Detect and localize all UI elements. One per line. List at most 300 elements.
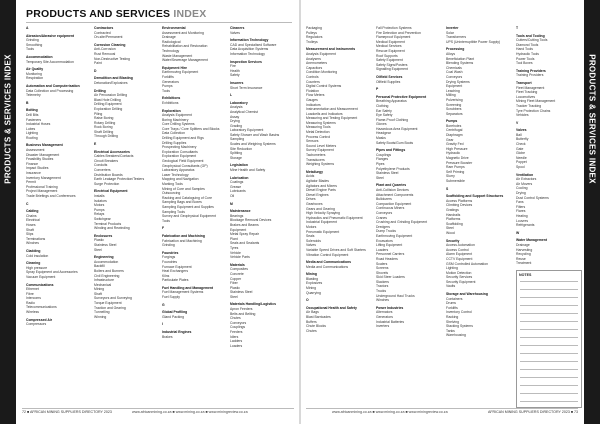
index-entry: Drying [230,119,240,124]
index-entry: Racking and Cataloguing of Core [162,195,212,200]
index-entry: Mining [306,286,316,291]
index-entry: Plastic [230,285,240,290]
index-entry: Accommodation [94,259,119,264]
index-entry: Slackers [376,279,390,284]
index-section [94,43,158,66]
index-entry: Submersible [446,179,465,183]
index-entry: Self Priming [446,169,465,174]
index-entry: Drying Systems [446,79,470,84]
index-column [230,26,294,351]
index-section-heading: Automation and Computerisation [26,83,80,88]
index-entry: Trade Briefings and Conferences [26,194,76,198]
index-entry: Storage [230,155,242,160]
index-entry: Mine Health and Safety [230,168,266,173]
index-entry: Media and Communications [306,264,349,269]
index-entry: Industrial Hoses [26,122,51,127]
index-entry: CAD and Specialised Software [230,42,277,47]
index-section [516,238,582,266]
index-section-heading: E [94,142,97,147]
index-entry: Concrete [230,271,244,276]
index-entry: Hand Tools [516,47,533,52]
page-title [26,8,206,20]
index-entry: Air Bags [306,310,319,315]
index-section-heading: Tools and Tooling [516,33,545,38]
index-entry: Magnetic Drive [446,156,469,161]
index-section-heading: Materials [230,262,245,267]
index-entry: Process Control [306,134,331,139]
index-section [376,306,442,329]
index-section-heading: Oilfield Services [376,74,403,79]
index-section-heading: F [162,226,165,231]
index-entry: Gratings [446,207,459,212]
index-section [26,202,90,207]
index-entry: Hydraulics and Pneumatic Equipment [306,215,363,220]
index-entry: Steel [446,226,454,231]
index-entry: Seals [306,234,315,239]
index-section [162,303,226,308]
index-entry: Inventory Control [446,310,472,315]
index-section [94,69,158,74]
index-section [26,261,90,279]
index-section-heading: Power Industries [376,305,404,310]
index-entry: Packaging [306,26,322,30]
index-entry: Idlers [230,334,239,339]
index-section-heading: Metallurgy [306,169,323,174]
index-entry: Shovels [376,270,389,275]
index-entry: Chains [26,213,37,218]
index-entry: Survey Equipment [306,148,334,153]
notes-box [516,270,582,408]
index-entry: Security Services [446,275,473,280]
index-section [26,55,90,64]
index-entry: Trolleys [306,39,318,44]
left-side-tab-label: PRODUCTS & SERVICES INDEX [3,53,13,184]
notes-line [520,321,578,322]
index-section-heading: Valves [516,128,527,133]
notes-line [520,281,578,282]
index-entry: Cooling [516,186,528,191]
index-entry: Anti-Corrosion [94,47,116,52]
index-entry: Measuring Systems [306,120,336,125]
index-entry: Ram Pumps [446,165,465,170]
index-entry: Terminations [26,236,46,241]
index-section-heading: Inverter [446,26,459,30]
index-entry: Inventory Management [26,175,61,180]
notes-line [520,337,578,338]
index-entry: Furnace Equipment [162,264,192,269]
index-entry: Mining of Core and Samples [162,186,205,191]
index-section [230,176,294,199]
index-section [26,84,90,98]
index-entry: Bearings [230,213,244,218]
left-page-columns [26,26,294,351]
index-entry: Health [230,68,240,73]
index-section [26,108,90,140]
index-entry: Access Automation [446,243,475,248]
index-entry: Scales and Weighing Systems [230,142,276,147]
index-entry: Installs [94,194,105,198]
index-section-heading: Ventilation [516,172,534,177]
index-entry: Milling [446,93,456,98]
index-entry: Safety [230,73,240,78]
notes-label: NOTES [519,272,532,277]
index-entry: Couplings [376,152,392,157]
index-entry: Analysis Equipment [306,51,336,56]
index-entry: Cold insulation [26,253,49,258]
index-entry: On-site/Permanent [94,35,123,40]
index-section [306,298,372,303]
index-entry: Butterfly [516,137,529,142]
index-section [376,183,442,302]
index-entry: Inverters [376,324,390,329]
index-entry: GSM Controlled Automation [446,261,489,266]
index-entry: Traction and Gearing [94,305,126,310]
notes-line [520,297,578,298]
index-entry: Flameproof Equipment [376,35,411,40]
title-rule [26,22,292,23]
index-entry: Anti-Collision Devices [376,188,409,192]
index-entry: Gloves [376,122,387,127]
index-entry: Motors [306,224,317,229]
index-entry: Feasibility Studies [26,157,54,162]
index-entry: Controls [306,74,319,79]
index-section-heading: Drilling [94,88,106,93]
index-entry: Security Equipment [446,279,476,284]
index-entry: Hydraulic [446,151,461,156]
index-section-heading: Global Profiling [162,310,188,315]
index-section [94,234,158,252]
index-entry: Outsourcing [162,191,181,196]
index-entry: Safety Boots/Gum Boots [376,140,414,145]
index-entry: Skid Steer Loaders [376,275,405,280]
index-entry: Anemometers [306,61,328,66]
index-section-heading: Equipment Hire [162,65,188,70]
index-entry: Loaders [230,343,243,348]
index-entry: Survey and Geophysical Equipment [162,214,216,219]
index-entry: Fire Detection and Prevention [376,30,421,35]
index-entry: Conduits [94,163,108,168]
index-entry: Generators [376,315,393,320]
index-section [26,67,90,81]
index-entry: Impact Studies [26,166,49,171]
index-entry: Analysers [306,56,321,61]
index-entry: Data Collection and Processing [26,88,74,93]
notes-line [520,329,578,330]
index-entry: Tanks [446,328,455,333]
index-entry: Dump Trucks [376,229,396,234]
index-entry: Capacitors [306,65,323,70]
index-section-heading: B [26,100,29,105]
index-entry: Road Headers [376,256,398,261]
index-entry: Civil Engineering [94,273,120,278]
index-entry: Pumps [94,207,105,212]
index-entry: Tyre Protection Chains [516,108,551,113]
index-entry: Transformers [446,35,467,40]
index-entry: Apron Feeders [230,307,253,312]
index-entry: Laser Technology [162,172,189,177]
index-entry: Chutes [230,316,241,321]
index-section-heading: V [516,120,519,125]
index-entry: Telemetry [26,93,41,98]
index-entry: Screens [376,266,389,271]
index-section-heading: Business Management [26,143,63,148]
index-entry: Explosives [306,281,323,286]
index-entry: Drill Bits [26,112,39,117]
index-entry: Grease [230,184,242,189]
index-entry: Blending Systems [446,61,474,66]
index-section-heading: Fuel Handling and Management [162,285,214,290]
index-entry: Steel [376,175,384,180]
notes-line [520,361,578,362]
index-entry: Access Control [446,247,469,252]
index-entry: Ethernet [26,287,39,292]
notes-line [520,313,578,314]
index-entry: Fiber [230,281,238,286]
index-section-heading: C [26,201,29,206]
index-entry: Winches [376,298,390,303]
index-entry: Non-Destructive Testing [94,56,130,61]
index-entry: Air Percussion Drilling [94,93,128,98]
page-title-light: INDEX [173,8,207,20]
notes-line [520,385,578,386]
index-entry: Sensors [306,139,319,144]
index-section-heading: Electrical Accessories [94,149,130,154]
index-entry: Scalers [376,261,388,266]
index-entry: Rust Removal [94,51,116,56]
index-entry: Lighting [446,266,458,271]
index-entry: Coatings [230,180,244,185]
index-entry: Racking [446,315,459,320]
index-section [162,251,226,283]
index-entry: Mining Fleet Management [516,99,556,104]
index-entry: Tachometers [306,153,326,158]
index-section [162,330,226,339]
index-section [162,234,226,248]
index-section [376,148,442,180]
index-section [516,26,582,31]
index-column [446,26,512,408]
index-entry: Buffers [306,319,317,324]
index-section-heading: Media and Communications [306,260,352,265]
index-entry: Conveyors [230,320,247,325]
index-entry: Indicators [306,102,321,107]
index-section [446,194,512,235]
index-entry: Sampling [230,137,245,142]
index-entry: Acids [306,174,315,179]
index-entry: Tools [162,218,170,223]
index-entry: Gear [446,137,454,142]
index-entry: Safety Signs/Posters [376,62,408,67]
page-gutter [299,0,301,424]
index-section-heading: Environmental [162,26,186,30]
index-section [230,93,294,98]
index-section [94,76,158,85]
index-section-heading: M [230,201,233,206]
index-entry: Brakes and Beams [230,222,259,227]
index-section [230,60,294,78]
index-entry: Forklifts [162,74,174,79]
index-entry: Particulate Plates [162,278,189,283]
index-entry: Valves [306,243,316,248]
index-entry: Geophysical Consultants (GP) [162,163,208,168]
index-section-heading: Information Technology [230,38,269,43]
index-entry: Heat Exchangers [162,269,189,274]
index-entry: Flow Meters [306,93,325,98]
index-section-heading: Fabrication and Machining [162,233,205,238]
index-entry: Drainage [516,242,530,247]
index-entry: Analytical Chemist [230,109,258,114]
index-entry: Alternators [376,310,393,315]
index-entry: Assessment [26,148,45,153]
index-section-heading: Exploration [162,108,181,113]
right-footer-rule [306,408,578,409]
index-section [446,119,512,183]
index-entry: Industrial Batteries [376,319,405,324]
index-entry: Fleet Management [516,85,545,90]
index-entry: Converters [94,168,111,173]
index-entry: Radiological [162,39,181,44]
index-entry: Cutters/Cutting Tools [516,38,548,43]
index-entry: Drives [306,197,316,202]
index-entry: Loaders [376,247,389,252]
index-entry: Belts and Belting [230,311,256,316]
index-entry: CCTV Equipment [446,256,473,261]
index-entry: Assessment and Monitoring [162,30,204,35]
index-section-heading: W [516,230,520,235]
index-entry: Platforms [446,217,461,222]
index-entry: Power Tools [516,56,535,61]
index-entry: Steel [230,294,238,299]
index-entry: Shelving [446,319,460,324]
index-entry: Fall Protection Systems [376,26,412,30]
index-section-heading: Corrosion Cleaning [94,42,126,47]
notes-line [520,377,578,378]
index-section [162,26,226,63]
index-section-heading: D [94,68,97,73]
index-entry: Assay [230,114,240,119]
index-section-heading: T [516,26,519,30]
index-entry: Stainless Steel [94,242,117,247]
index-section [26,283,90,315]
index-entry: Switchgear [94,216,111,221]
index-entry: Marking Tools [162,182,183,186]
index-entry: Torque Equipment [94,301,122,306]
index-section-heading: O [306,298,309,303]
index-entry: Intercoms [26,296,41,301]
index-entry: Smoothing [26,42,43,47]
index-section-heading: Cleaners [230,26,245,30]
index-entry: Valves [230,30,240,35]
index-entry: Chemicals [446,65,462,70]
index-entry: Gravity Fed [446,142,464,147]
index-entry: Condition Monitoring [306,70,338,75]
index-entry: Lubes [26,126,36,131]
index-entry: Variable Speed Drives and Soft Starters [306,247,366,252]
notes-line [520,353,578,354]
index-entry: Pipes [376,162,385,167]
index-entry: Exploration Consultants [162,149,198,154]
index-entry: Wood [446,230,455,235]
index-entry: Plant [230,236,238,241]
index-entry: Oilfield Supplies [376,79,401,84]
index-section [376,95,442,146]
index-entry: Tools [26,47,34,52]
right-side-tab [584,0,600,424]
index-entry: Professional Training [26,184,58,189]
index-entry: Wireless [26,310,39,315]
index-section [376,87,442,92]
index-column [376,26,442,408]
index-entry: Infrastructure [94,278,114,283]
index-entry: Climbing Devices [446,203,473,208]
index-entry: Blasting [306,276,319,281]
index-entry: Medical Equipment [376,39,405,44]
index-entry: Relays [94,212,105,217]
index-entry: Flanges [376,157,389,162]
index-section-heading: Plant and Quarries [376,183,407,188]
index-entry: Drums [446,301,456,306]
index-section [26,143,90,198]
index-section-heading: Communications [26,282,54,287]
index-entry: Vehicle [230,250,241,255]
index-entry: Mining [94,287,104,292]
index-entry: Isolators [94,198,107,203]
index-column [306,26,372,408]
right-page-columns [306,26,582,408]
index-entry: Attachment Components [376,192,414,197]
index-entry: Blast Hole Drilling [94,97,121,102]
index-entry: Polyethylene Products [376,166,410,171]
index-entry: Conveyors [446,74,463,79]
left-footer-page-number: 72 ■ AFRICAN MINING SUPPLIERS DIRECTORY 2023 [22,410,112,414]
index-entry: Diamond Tools [516,42,539,47]
index-entry: Gears and Gearing [306,206,335,211]
index-section-heading: Abrasion/Abrasive equipment [26,33,75,38]
index-entry: Safety Shower and Wash Basins [230,132,280,137]
index-entry: Trucks [376,289,387,294]
index-entry: Crushing and Grinding Equipment [376,220,428,225]
index-entry: Winning [94,314,107,319]
index-entry: Signalling Equipment [376,67,408,72]
index-section [26,26,90,31]
index-section [306,272,372,295]
index-section [94,142,158,147]
notes-line [520,369,578,370]
index-entry: Clothing [376,103,389,108]
index-section [230,202,294,207]
index-entry: Cables Breakers/Contacts [94,154,134,159]
index-section [94,26,158,40]
index-entry: Metal Spray Repair [230,232,260,237]
index-entry: Check [516,142,526,147]
index-entry: Tool Boxes [516,61,533,66]
index-section [162,96,226,105]
index-entry: Site Reduction [230,146,253,151]
index-section-heading: Enclosures [94,233,113,238]
index-entry: Winches [26,241,40,246]
index-section [446,292,512,338]
index-entry: Backfill [94,264,105,269]
index-section-heading: Demolition and Blasting [94,76,133,81]
index-entry: Pressure Booster [446,160,473,165]
index-entry: Shaft Drilling [94,129,114,134]
index-entry: Diesel Engine Parts [306,188,336,193]
index-section-heading: Contractors [94,26,114,30]
index-entry: Warehousing [446,333,466,338]
index-entry: Lubricants [230,189,246,194]
index-entry: Paint [94,61,102,66]
index-section [230,263,294,300]
